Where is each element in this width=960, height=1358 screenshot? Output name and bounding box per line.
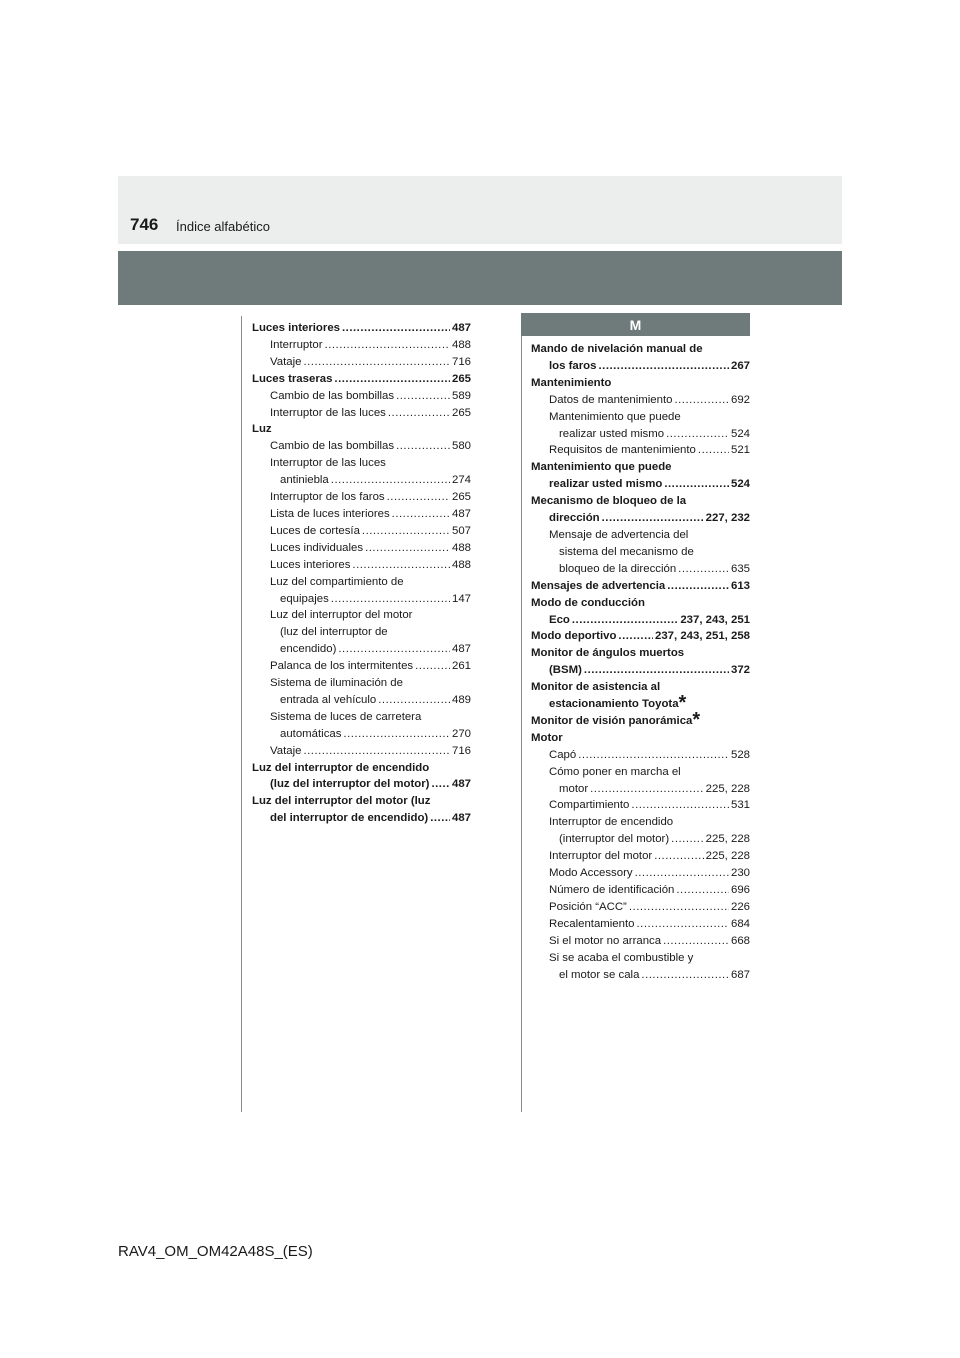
column-divider-middle <box>521 316 522 1112</box>
index-entry <box>531 662 750 679</box>
entry-text: Cambio de las bombillas <box>270 389 395 402</box>
dot-leader <box>654 848 703 865</box>
dot-leader <box>338 641 450 658</box>
index-entry <box>531 831 750 848</box>
index-heading-line <box>531 375 750 392</box>
page-reference: 521 <box>730 444 750 457</box>
index-entry <box>531 747 750 764</box>
dot-leader <box>674 392 729 409</box>
index-heading-line <box>252 709 471 726</box>
dot-leader <box>415 658 450 675</box>
page-reference: 635 <box>730 562 750 575</box>
index-entry <box>252 438 471 455</box>
page-reference: 716 <box>451 355 471 368</box>
entry-text: dirección <box>549 512 600 525</box>
index-entry <box>252 776 471 793</box>
page-reference: 488 <box>451 541 471 554</box>
entry-text: Requisitos de mantenimiento <box>549 444 696 457</box>
index-heading-line <box>531 730 750 747</box>
entry-text: Mantenimiento que puede <box>531 461 672 474</box>
dot-leader <box>352 557 450 574</box>
entry-text: Interruptor del motor <box>549 850 653 863</box>
page-reference: 225, 228 <box>705 850 750 863</box>
dot-leader <box>303 354 450 371</box>
entry-text: Lista de luces interiores <box>270 507 390 520</box>
page-reference: 372 <box>730 664 750 677</box>
page-reference: 270 <box>451 727 471 740</box>
index-entry <box>531 899 750 916</box>
entry-text: Mecanismo de bloqueo de la <box>531 495 687 508</box>
dot-leader <box>342 320 450 337</box>
entry-text: (luz del interruptor del motor) <box>270 778 430 791</box>
entry-text: Sistema de luces de carretera <box>270 710 422 723</box>
entry-text: Modo Accessory <box>549 867 633 880</box>
page-reference: 684 <box>730 917 750 930</box>
index-entry <box>531 848 750 865</box>
entry-text: (BSM) <box>549 664 582 677</box>
dot-leader <box>334 371 450 388</box>
page-reference: 226 <box>730 900 750 913</box>
index-entry <box>531 510 750 527</box>
index-column-right <box>531 341 750 983</box>
index-entry <box>531 916 750 933</box>
index-entry <box>531 628 750 645</box>
dot-leader <box>303 743 450 760</box>
index-entry <box>252 320 471 337</box>
page-reference: 261 <box>451 660 471 673</box>
dot-leader <box>636 916 729 933</box>
page-reference: 692 <box>730 393 750 406</box>
index-heading-line <box>252 760 471 777</box>
entry-text: Cambio de las bombillas <box>270 440 395 453</box>
entry-text: Interruptor de los faros <box>270 491 385 504</box>
document-code: RAV4_OM_OM42A48S_(ES) <box>118 1243 313 1260</box>
dot-leader <box>671 831 704 848</box>
page-reference: 237, 243, 251, 258 <box>654 630 750 643</box>
index-entry <box>252 692 471 709</box>
index-entry <box>531 612 750 629</box>
index-entry <box>252 540 471 557</box>
index-entry <box>252 388 471 405</box>
entry-text: Luz del interruptor del motor <box>270 609 413 622</box>
dot-leader <box>387 489 450 506</box>
index-entry <box>531 882 750 899</box>
section-letter-band <box>521 313 750 336</box>
page-reference: 267 <box>730 359 750 372</box>
entry-text: sistema del mecanismo de <box>559 545 694 558</box>
page-reference: 696 <box>730 884 750 896</box>
index-entry <box>252 371 471 388</box>
index-heading-line <box>531 708 750 731</box>
entry-text: antiniebla <box>280 474 329 487</box>
index-heading-line <box>252 675 471 692</box>
index-heading-line <box>531 341 750 358</box>
dot-leader <box>431 776 450 793</box>
page-reference: 507 <box>451 524 471 537</box>
entry-text: Si el motor no arranca <box>549 934 662 947</box>
entry-text: Capó <box>549 748 577 761</box>
dot-leader <box>396 388 450 405</box>
index-heading-line <box>531 814 750 831</box>
page-reference: 489 <box>451 693 471 706</box>
index-heading-line <box>531 409 750 426</box>
index-entry <box>252 337 471 354</box>
entry-text: del interruptor de encendido) <box>270 812 429 825</box>
index-entry <box>531 476 750 493</box>
index-entry <box>252 506 471 523</box>
entry-text: Interruptor de las luces <box>270 406 386 419</box>
index-entry <box>531 865 750 882</box>
dot-leader <box>331 591 450 608</box>
dot-leader <box>629 899 729 916</box>
dot-leader <box>325 337 450 354</box>
page-reference: 488 <box>451 558 471 571</box>
index-entry <box>252 810 471 827</box>
index-entry <box>531 426 750 443</box>
index-heading-line <box>252 574 471 591</box>
index-heading-line <box>531 459 750 476</box>
index-entry <box>531 933 750 950</box>
section-title: Índice alfabético <box>176 219 270 234</box>
page-reference: 487 <box>451 507 471 520</box>
entry-text: Mantenimiento que puede <box>549 410 681 423</box>
dot-leader <box>598 358 729 375</box>
index-entry <box>531 578 750 595</box>
entry-text: Recalentamiento <box>549 917 635 930</box>
index-entry <box>252 658 471 675</box>
page-reference: 687 <box>730 968 750 981</box>
header-band <box>118 251 842 305</box>
index-heading-line <box>531 692 750 715</box>
index-entry <box>252 743 471 760</box>
page-reference: 589 <box>451 389 471 402</box>
page-reference: 524 <box>730 478 750 491</box>
dot-leader <box>676 882 729 899</box>
footnote-asterisk: * <box>692 708 701 731</box>
entry-text: realizar usted mismo <box>559 427 665 440</box>
dot-leader <box>343 726 450 743</box>
dot-leader <box>667 578 729 595</box>
entry-text: entrada al vehículo <box>280 693 377 706</box>
entry-text: Modo de conducción <box>531 596 645 609</box>
entry-text: Interruptor de las luces <box>270 457 386 470</box>
entry-text: Luces interiores <box>252 322 340 334</box>
dot-leader <box>678 561 729 578</box>
index-heading-line <box>531 595 750 612</box>
section-letter: M <box>629 316 642 333</box>
entry-text: Mantenimiento <box>531 376 612 389</box>
index-heading-line <box>252 793 471 810</box>
index-entry <box>252 641 471 658</box>
footnote-asterisk: * <box>678 692 687 715</box>
index-entry <box>531 358 750 375</box>
entry-text: Luz del interruptor del motor (luz <box>252 795 431 808</box>
index-entry <box>531 392 750 409</box>
entry-text: encendido) <box>280 643 337 656</box>
entry-text: Vataje <box>270 355 302 368</box>
page-reference: 613 <box>730 579 750 592</box>
page-reference: 225, 228 <box>705 782 750 795</box>
dot-leader <box>578 747 729 764</box>
index-heading-line <box>531 527 750 544</box>
page-reference: 524 <box>730 427 750 440</box>
index-entry <box>531 797 750 814</box>
dot-leader <box>618 628 653 645</box>
entry-text: Luz <box>252 423 272 436</box>
entry-text: (interruptor del motor) <box>559 833 670 846</box>
page-reference: 265 <box>451 372 471 385</box>
index-entry <box>531 442 750 459</box>
page-reference: 716 <box>451 744 471 757</box>
entry-text: Mando de nivelación manual de <box>531 343 703 355</box>
index-heading-line <box>531 493 750 510</box>
index-entry <box>252 591 471 608</box>
entry-text: Luces de cortesía <box>270 524 360 537</box>
index-entry <box>252 726 471 743</box>
dot-leader <box>631 797 729 814</box>
page-reference: 488 <box>451 338 471 351</box>
entry-text: Luces traseras <box>252 372 333 385</box>
page-reference: 274 <box>451 474 471 487</box>
index-entry <box>252 557 471 574</box>
index-heading-line <box>252 455 471 472</box>
page-reference: 230 <box>730 867 750 880</box>
entry-text: realizar usted mismo <box>549 478 663 491</box>
page-reference: 580 <box>451 440 471 453</box>
index-entry <box>252 489 471 506</box>
index-entry <box>531 561 750 578</box>
entry-text: Mensaje de advertencia del <box>549 528 689 541</box>
index-entry <box>252 354 471 371</box>
entry-text: el motor se cala <box>559 968 640 981</box>
entry-text: Mensajes de advertencia <box>531 579 666 592</box>
entry-text: Modo deportivo <box>531 630 617 643</box>
entry-text: (luz del interruptor de <box>280 626 388 639</box>
page-reference: 487 <box>451 322 471 334</box>
entry-text: Sistema de iluminación de <box>270 677 403 690</box>
entry-text: Posición “ACC” <box>549 900 627 913</box>
index-heading-line <box>252 421 471 438</box>
entry-text: Cómo poner en marcha el <box>549 765 681 778</box>
entry-text: Eco <box>549 613 570 626</box>
column-divider-left <box>241 316 242 1112</box>
index-heading-line <box>252 624 471 641</box>
entry-text: Número de identificación <box>549 884 675 896</box>
entry-text: Interruptor de encendido <box>549 816 674 829</box>
page-reference: 487 <box>451 778 471 791</box>
dot-leader <box>362 523 450 540</box>
dot-leader <box>635 865 729 882</box>
entry-text: Monitor de visión panorámica <box>531 714 693 727</box>
dot-leader <box>392 506 450 523</box>
page-reference: 265 <box>451 491 471 504</box>
dot-leader <box>572 612 678 629</box>
page-number: 746 <box>130 215 159 234</box>
entry-text: Si se acaba el combustible y <box>549 951 694 964</box>
entry-text: Vataje <box>270 744 302 757</box>
entry-text: Monitor de asistencia al <box>531 681 661 694</box>
page-reference: 147 <box>451 592 471 605</box>
dot-leader <box>378 692 450 709</box>
page-reference: 237, 243, 251 <box>680 613 750 626</box>
dot-leader <box>584 662 729 679</box>
entry-text: Palanca de los intermitentes <box>270 660 414 673</box>
dot-leader <box>365 540 450 557</box>
page-reference: 265 <box>451 406 471 419</box>
dot-leader <box>602 510 704 527</box>
index-entry <box>252 523 471 540</box>
index-heading-line <box>531 950 750 967</box>
entry-text: automáticas <box>280 727 342 740</box>
dot-leader <box>396 438 450 455</box>
entry-text: Datos de mantenimiento <box>549 393 673 406</box>
entry-text: estacionamiento Toyota <box>549 698 679 711</box>
page-reference: 528 <box>730 748 750 761</box>
dot-leader <box>664 476 729 493</box>
dot-leader <box>590 781 704 798</box>
page-reference: 487 <box>451 812 471 825</box>
dot-leader <box>331 472 450 489</box>
entry-text: Compartimiento <box>549 799 630 812</box>
index-entry <box>252 472 471 489</box>
index-entry <box>531 781 750 798</box>
index-heading-line <box>531 645 750 662</box>
index-heading-line <box>531 544 750 561</box>
page-reference: 487 <box>451 643 471 656</box>
entry-text: Luces individuales <box>270 541 364 554</box>
index-heading-line <box>252 607 471 624</box>
page-reference: 531 <box>730 799 750 812</box>
entry-text: Luz del interruptor de encendido <box>252 761 430 774</box>
dot-leader <box>430 810 450 827</box>
entry-text: equipajes <box>280 592 329 605</box>
entry-text: motor <box>559 782 589 795</box>
dot-leader <box>663 933 729 950</box>
index-entry <box>531 967 750 984</box>
dot-leader <box>666 426 729 443</box>
entry-text: Monitor de ángulos muertos <box>531 647 685 660</box>
page-reference: 225, 228 <box>705 833 750 846</box>
dot-leader <box>641 967 729 984</box>
index-entry <box>252 405 471 422</box>
page-reference: 668 <box>730 934 750 947</box>
index-heading-line <box>531 764 750 781</box>
index-column-left <box>252 320 471 827</box>
dot-leader <box>698 442 729 459</box>
entry-text: Interruptor <box>270 338 323 351</box>
index-heading-line <box>531 679 750 696</box>
entry-text: Motor <box>531 731 563 744</box>
entry-text: Luces interiores <box>270 558 351 571</box>
entry-text: los faros <box>549 359 597 372</box>
page-reference: 227, 232 <box>705 512 750 525</box>
entry-text: bloqueo de la dirección <box>559 562 677 575</box>
entry-text: Luz del compartimiento de <box>270 575 404 588</box>
dot-leader <box>388 405 450 422</box>
